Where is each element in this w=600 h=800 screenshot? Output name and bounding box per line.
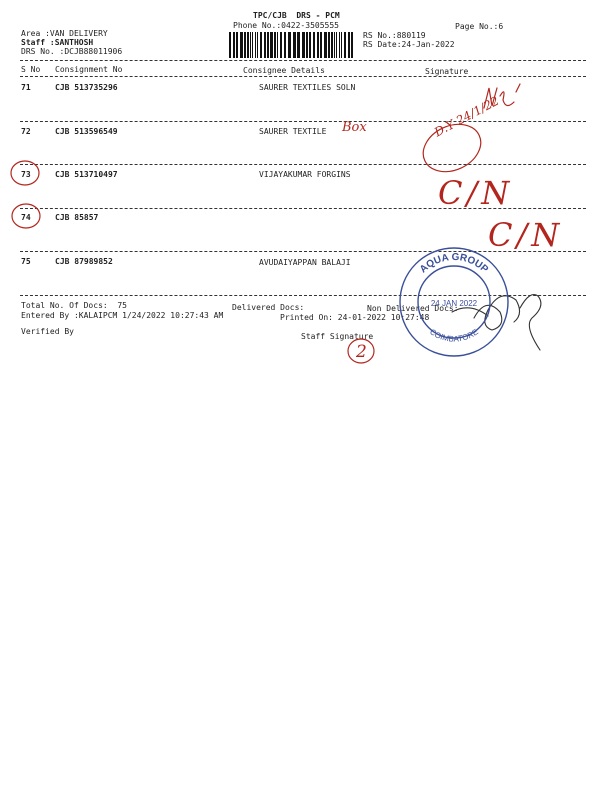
total-docs: Total No. Of Docs: 75 — [21, 301, 127, 310]
handwritten-cn-note: C/N — [488, 216, 564, 254]
row-consignee: VIJAYAKUMAR FORGINS — [259, 170, 351, 179]
verified-by: Verified By — [21, 327, 74, 336]
document-title: TPC/CJB DRS - PCM — [253, 11, 340, 20]
staff-field: Staff :SANTHOSH — [21, 38, 94, 47]
handwritten-sign-note: D.Y 24/1/22 — [432, 93, 502, 140]
area-field: Area :VAN DELIVERY — [21, 29, 108, 38]
stamp-company: AQUA GROUP — [417, 251, 491, 276]
drs-number: DRS No. :DCJB88011906 — [21, 47, 123, 56]
printed-on: Printed On: 24-01-2022 10:27:48 — [280, 313, 430, 322]
row-sno: 73 — [21, 170, 31, 179]
row-consignment: CJB 87989852 — [55, 257, 113, 266]
row-sno: 72 — [21, 127, 31, 136]
handwritten-cn-note: C/N — [438, 174, 514, 212]
row-consignment: CJB 513596549 — [55, 127, 118, 136]
column-header-consignment: Consignment No — [55, 65, 123, 74]
column-header-consignee: Consignee Details — [243, 66, 325, 75]
page-number: Page No.:6 — [455, 22, 504, 31]
svg-text:COIMBATORE — [428, 327, 480, 343]
handwritten-box-note: Box — [342, 120, 367, 135]
svg-text:AQUA GROUP — [418, 252, 490, 276]
stamp-date: 24 JAN 2022 — [430, 299, 478, 308]
row-consignee: AVUDAIYAPPAN BALAJI — [259, 258, 351, 267]
column-header-signature: Signature — [425, 67, 469, 76]
column-header-sno: S No — [21, 65, 41, 74]
row-consignee: SAURER TEXTILES SOLN — [259, 83, 356, 92]
phone-number: Phone No.:0422-3505555 — [233, 21, 339, 30]
non-delivered-docs: Non Delivered Docs: — [367, 304, 459, 313]
handwritten-circled-number: 2 — [356, 342, 367, 362]
rs-date: RS Date:24-Jan-2022 — [363, 40, 455, 49]
row-sno: 74 — [21, 213, 31, 222]
row-sno: 71 — [21, 83, 31, 92]
row-sno: 75 — [21, 257, 31, 266]
row-consignment: CJB 513710497 — [55, 170, 118, 179]
row-consignment: CJB 513735296 — [55, 83, 118, 92]
row-consignee: SAURER TEXTILE — [259, 127, 327, 136]
delivered-docs: Delivered Docs: — [232, 303, 305, 312]
company-stamp — [396, 244, 512, 360]
staff-signature-label: Staff Signature — [301, 332, 374, 341]
entered-by: Entered By :KALAIPCM 1/24/2022 10:27:43 AM — [21, 311, 224, 320]
rs-number: RS No.:880119 — [363, 31, 426, 40]
row-consignment: CJB 85857 — [55, 213, 99, 222]
stamp-city: COIMBATORE — [428, 327, 480, 344]
